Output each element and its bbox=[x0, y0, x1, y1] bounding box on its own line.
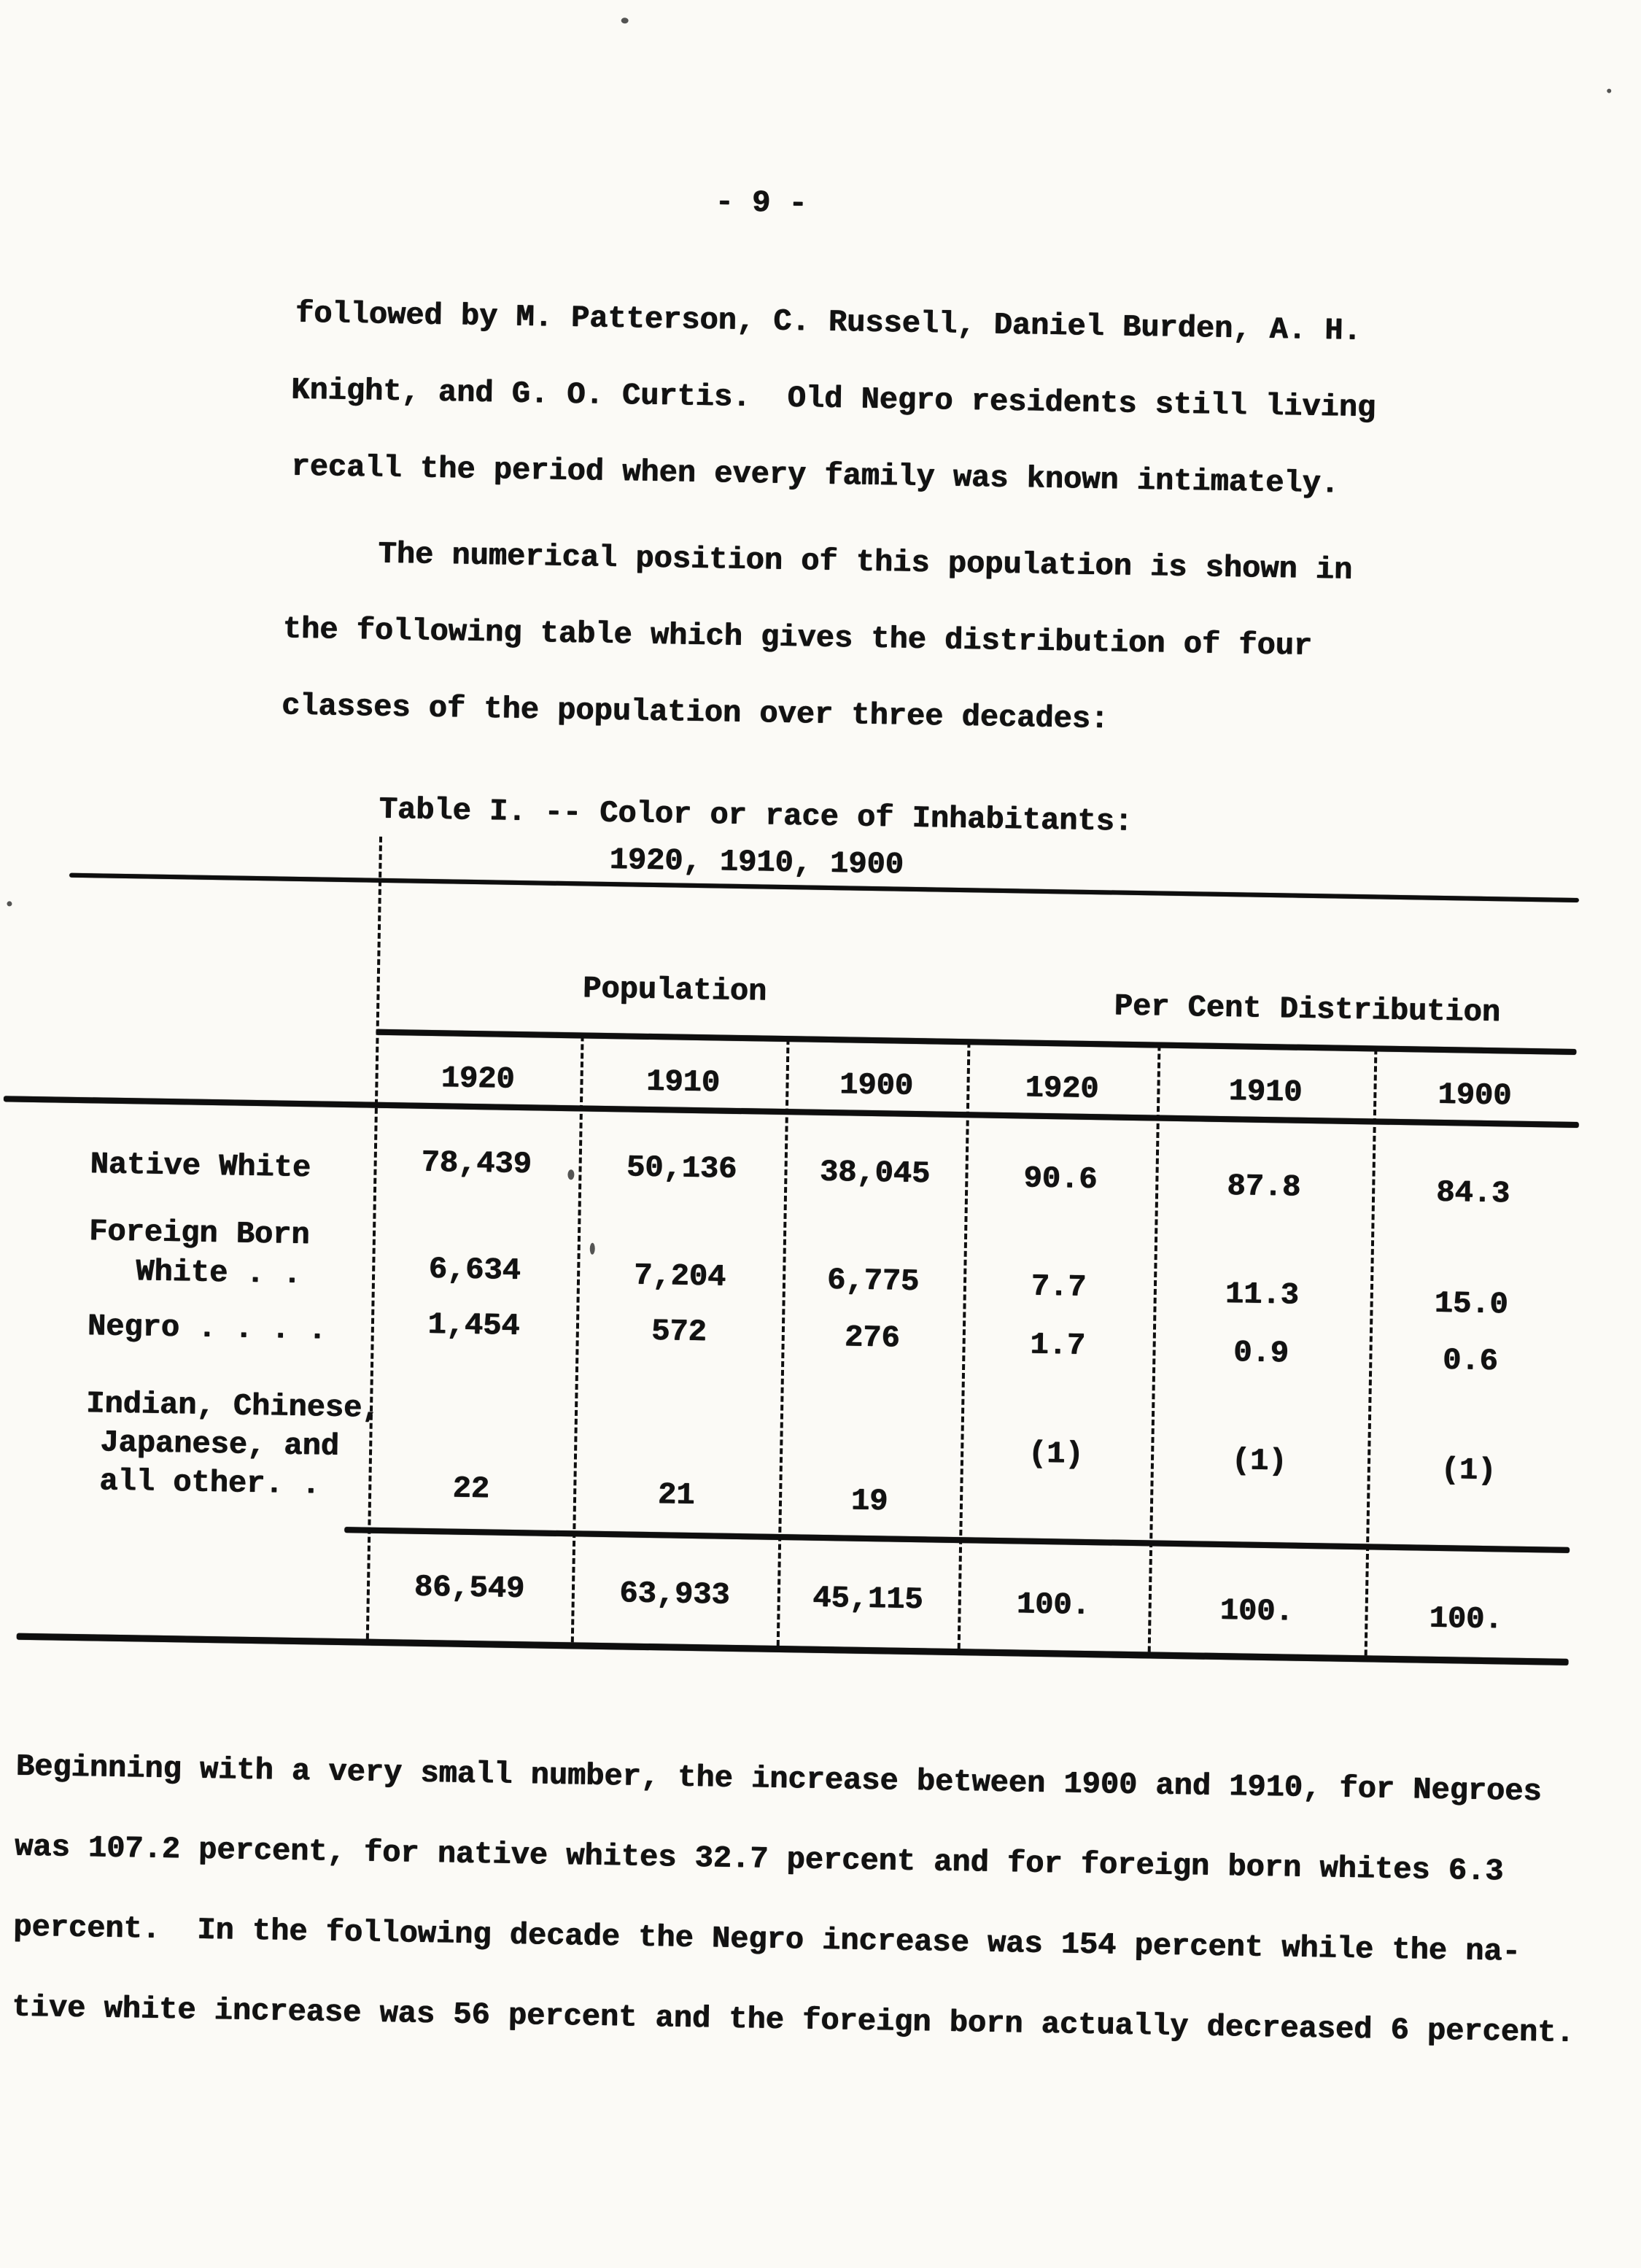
intro-paragraph-line: Knight, and G. O. Curtis. Old Negro residents still living bbox=[290, 372, 1376, 426]
scan-speck bbox=[1607, 89, 1611, 93]
table-title-years: 1920, 1910, 1900 bbox=[609, 843, 904, 883]
row-label-other: Japanese, and bbox=[99, 1425, 340, 1464]
scan-speck bbox=[7, 901, 12, 906]
total-cell: 45,115 bbox=[812, 1580, 923, 1618]
table-cell: 1.7 bbox=[1029, 1327, 1086, 1363]
table-cell: 50,136 bbox=[626, 1150, 737, 1187]
table-cell: 6,775 bbox=[826, 1263, 920, 1300]
table-cell: (1) bbox=[1028, 1436, 1084, 1472]
table-cell: 0.9 bbox=[1233, 1335, 1289, 1371]
table-cell: 78,439 bbox=[421, 1145, 532, 1183]
year-header: 1920 bbox=[1025, 1070, 1099, 1107]
table-cell: 276 bbox=[844, 1320, 900, 1356]
total-cell: 86,549 bbox=[414, 1569, 525, 1607]
row-label-other: Indian, Chinese, bbox=[85, 1386, 381, 1426]
row-label-negro: Negro . . . . bbox=[87, 1309, 327, 1348]
table-cell: 7.7 bbox=[1031, 1269, 1087, 1305]
total-cell: 63,933 bbox=[618, 1576, 730, 1613]
table-intro-line: classes of the population over three decades: bbox=[281, 688, 1109, 738]
table-cell: 90.6 bbox=[1023, 1161, 1098, 1198]
scan-speck bbox=[590, 1243, 595, 1255]
table-cell: 84.3 bbox=[1435, 1174, 1510, 1212]
closing-paragraph-line: tive white increase was 56 percent and the foreign born actually decreased 6 percent. bbox=[11, 1989, 1575, 2051]
year-header: 1910 bbox=[1228, 1074, 1303, 1110]
intro-paragraph-line: recall the period when every family was known intimately. bbox=[291, 449, 1340, 502]
year-header: 1900 bbox=[1438, 1077, 1512, 1114]
table-rule-top bbox=[69, 873, 1579, 902]
table-cell: (1) bbox=[1440, 1452, 1497, 1489]
row-label-foreign-born: White . . bbox=[135, 1254, 302, 1293]
table-rule-above-total bbox=[344, 1527, 1570, 1553]
population-table bbox=[55, 840, 1579, 1726]
table-title: Table I. -- Color or race of Inhabitants: bbox=[379, 792, 1133, 840]
table-cell: 6,634 bbox=[428, 1251, 521, 1289]
year-header: 1920 bbox=[441, 1061, 515, 1097]
table-cell: 0.6 bbox=[1442, 1343, 1499, 1379]
total-cell: 100. bbox=[1016, 1587, 1091, 1624]
group-header-population: Population bbox=[582, 971, 767, 1010]
table-cell: 87.8 bbox=[1226, 1169, 1301, 1205]
table-cell: (1) bbox=[1231, 1443, 1287, 1479]
row-label-foreign-born: Foreign Born bbox=[88, 1214, 310, 1253]
closing-paragraph-line: Beginning with a very small number, the increase between 1900 and 1910, for Negroes bbox=[15, 1749, 1542, 1810]
year-header: 1900 bbox=[839, 1067, 914, 1104]
total-cell: 100. bbox=[1219, 1593, 1294, 1630]
page-number: - 9 - bbox=[715, 185, 807, 222]
table-cell: 21 bbox=[657, 1477, 695, 1514]
table-intro-line: the following table which gives the distribution of four bbox=[282, 611, 1313, 664]
table-rule-bottom bbox=[17, 1633, 1569, 1665]
table-cell: 11.3 bbox=[1225, 1277, 1300, 1313]
total-cell: 100. bbox=[1429, 1601, 1503, 1638]
table-cell: 19 bbox=[850, 1483, 888, 1520]
table-cell: 15.0 bbox=[1434, 1285, 1508, 1323]
table-rule-under-group-headers bbox=[376, 1029, 1577, 1055]
table-cell: 572 bbox=[651, 1314, 707, 1350]
scan-speck bbox=[621, 18, 629, 23]
row-label-native-white: Native White bbox=[90, 1147, 311, 1186]
intro-paragraph-line: followed by M. Patterson, C. Russell, Daniel Burden, A. H. bbox=[295, 295, 1362, 349]
table-cell: 1,454 bbox=[427, 1307, 520, 1344]
closing-paragraph-line: percent. In the following decade the Negro increase was 154 percent while the na- bbox=[12, 1909, 1521, 1970]
closing-paragraph-line: was 107.2 percent, for native whites 32.7 percent and for foreign born whites 6.3 bbox=[14, 1829, 1504, 1889]
table-cell: 38,045 bbox=[819, 1154, 931, 1192]
group-header-percent: Per Cent Distribution bbox=[1114, 988, 1501, 1031]
table-cell: 7,204 bbox=[633, 1258, 726, 1295]
row-label-other: all other. . bbox=[98, 1463, 321, 1503]
year-header: 1910 bbox=[645, 1064, 721, 1101]
table-cell: 22 bbox=[452, 1471, 490, 1507]
table-intro-line: The numerical position of this population is shown in bbox=[378, 536, 1353, 588]
